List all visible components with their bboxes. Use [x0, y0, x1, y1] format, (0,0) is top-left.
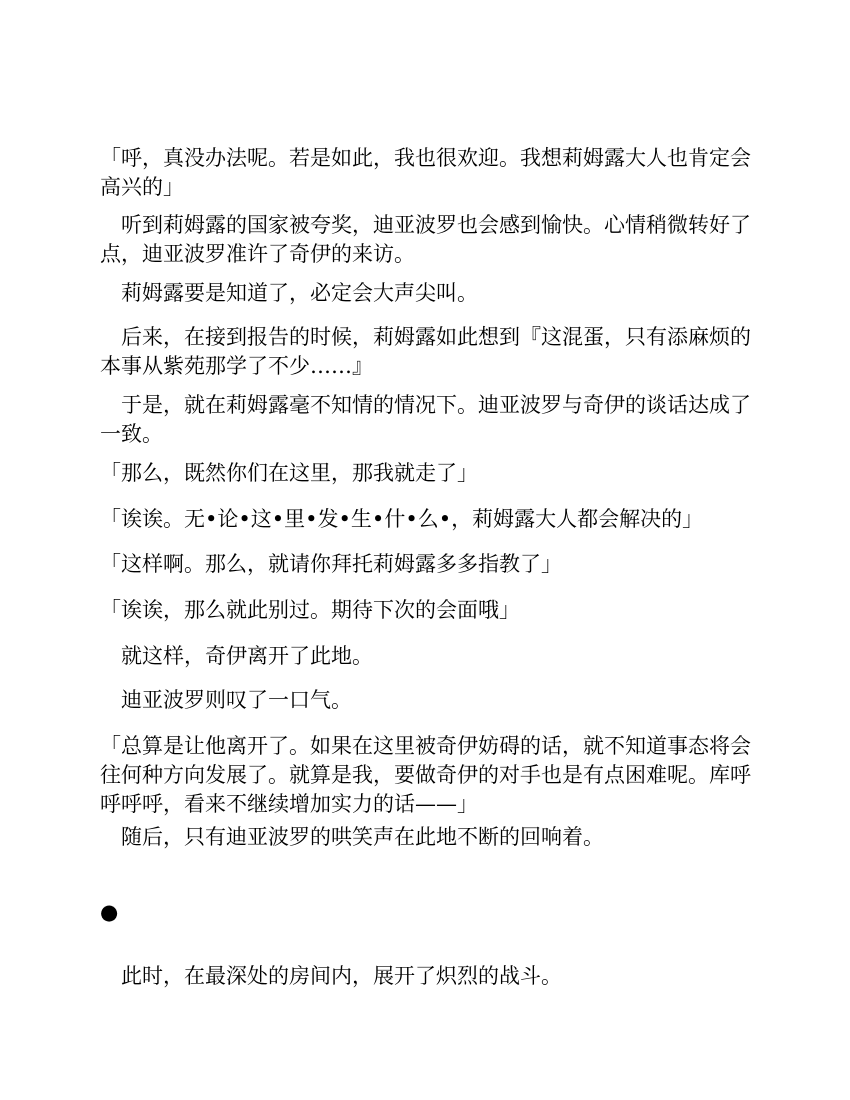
- paragraph-11: 迪亚波罗则叹了一口气。: [121, 688, 352, 712]
- paragraph-5: 于是，就在莉姆露毫不知情的情况下。迪亚波罗与奇伊的谈话达成了一致。: [100, 393, 751, 446]
- paragraph-14: 此时，在最深处的房间内，展开了炽烈的战斗。: [121, 964, 562, 988]
- paragraph-9: 「诶诶，那么就此别过。期待下次的会面哦」: [100, 598, 520, 622]
- section-separator-bullet: ●: [100, 900, 119, 924]
- paragraph-12: 「总算是让他离开了。如果在这里被奇伊妨碍的话，就不知道事态将会往何种方向发展了。就算是我，要做奇伊的对手也是有点困难呢。库呼呼呼呼，看来不继续增加实力的话——」: [100, 734, 751, 816]
- paragraph-10: 就这样，奇伊离开了此地。: [121, 644, 373, 668]
- paragraph-3: 莉姆露要是知道了，必定会大声尖叫。: [121, 281, 478, 305]
- paragraph-4: 后来，在接到报告的时候，莉姆露如此想到『这混蛋，只有添麻烦的本事从紫苑那学了不少……』: [100, 325, 751, 378]
- paragraph-2: 听到莉姆露的国家被夸奖，迪亚波罗也会感到愉快。心情稍微转好了点，迪亚波罗准许了奇伊的来访。: [100, 213, 751, 266]
- paragraph-6: 「那么，既然你们在这里，那我就走了」: [100, 461, 478, 485]
- paragraph-8: 「这样啊。那么，就请你拜托莉姆露多多指教了」: [100, 552, 562, 576]
- paragraph-7: 「诶诶。无•论•这•里•发•生•什•么•，莉姆露大人都会解决的」: [100, 507, 704, 531]
- paragraph-13: 随后，只有迪亚波罗的哄笑声在此地不断的回响着。: [121, 825, 604, 849]
- paragraph-1: 「呼，真没办法呢。若是如此，我也很欢迎。我想莉姆露大人也肯定会高兴的」: [100, 146, 751, 199]
